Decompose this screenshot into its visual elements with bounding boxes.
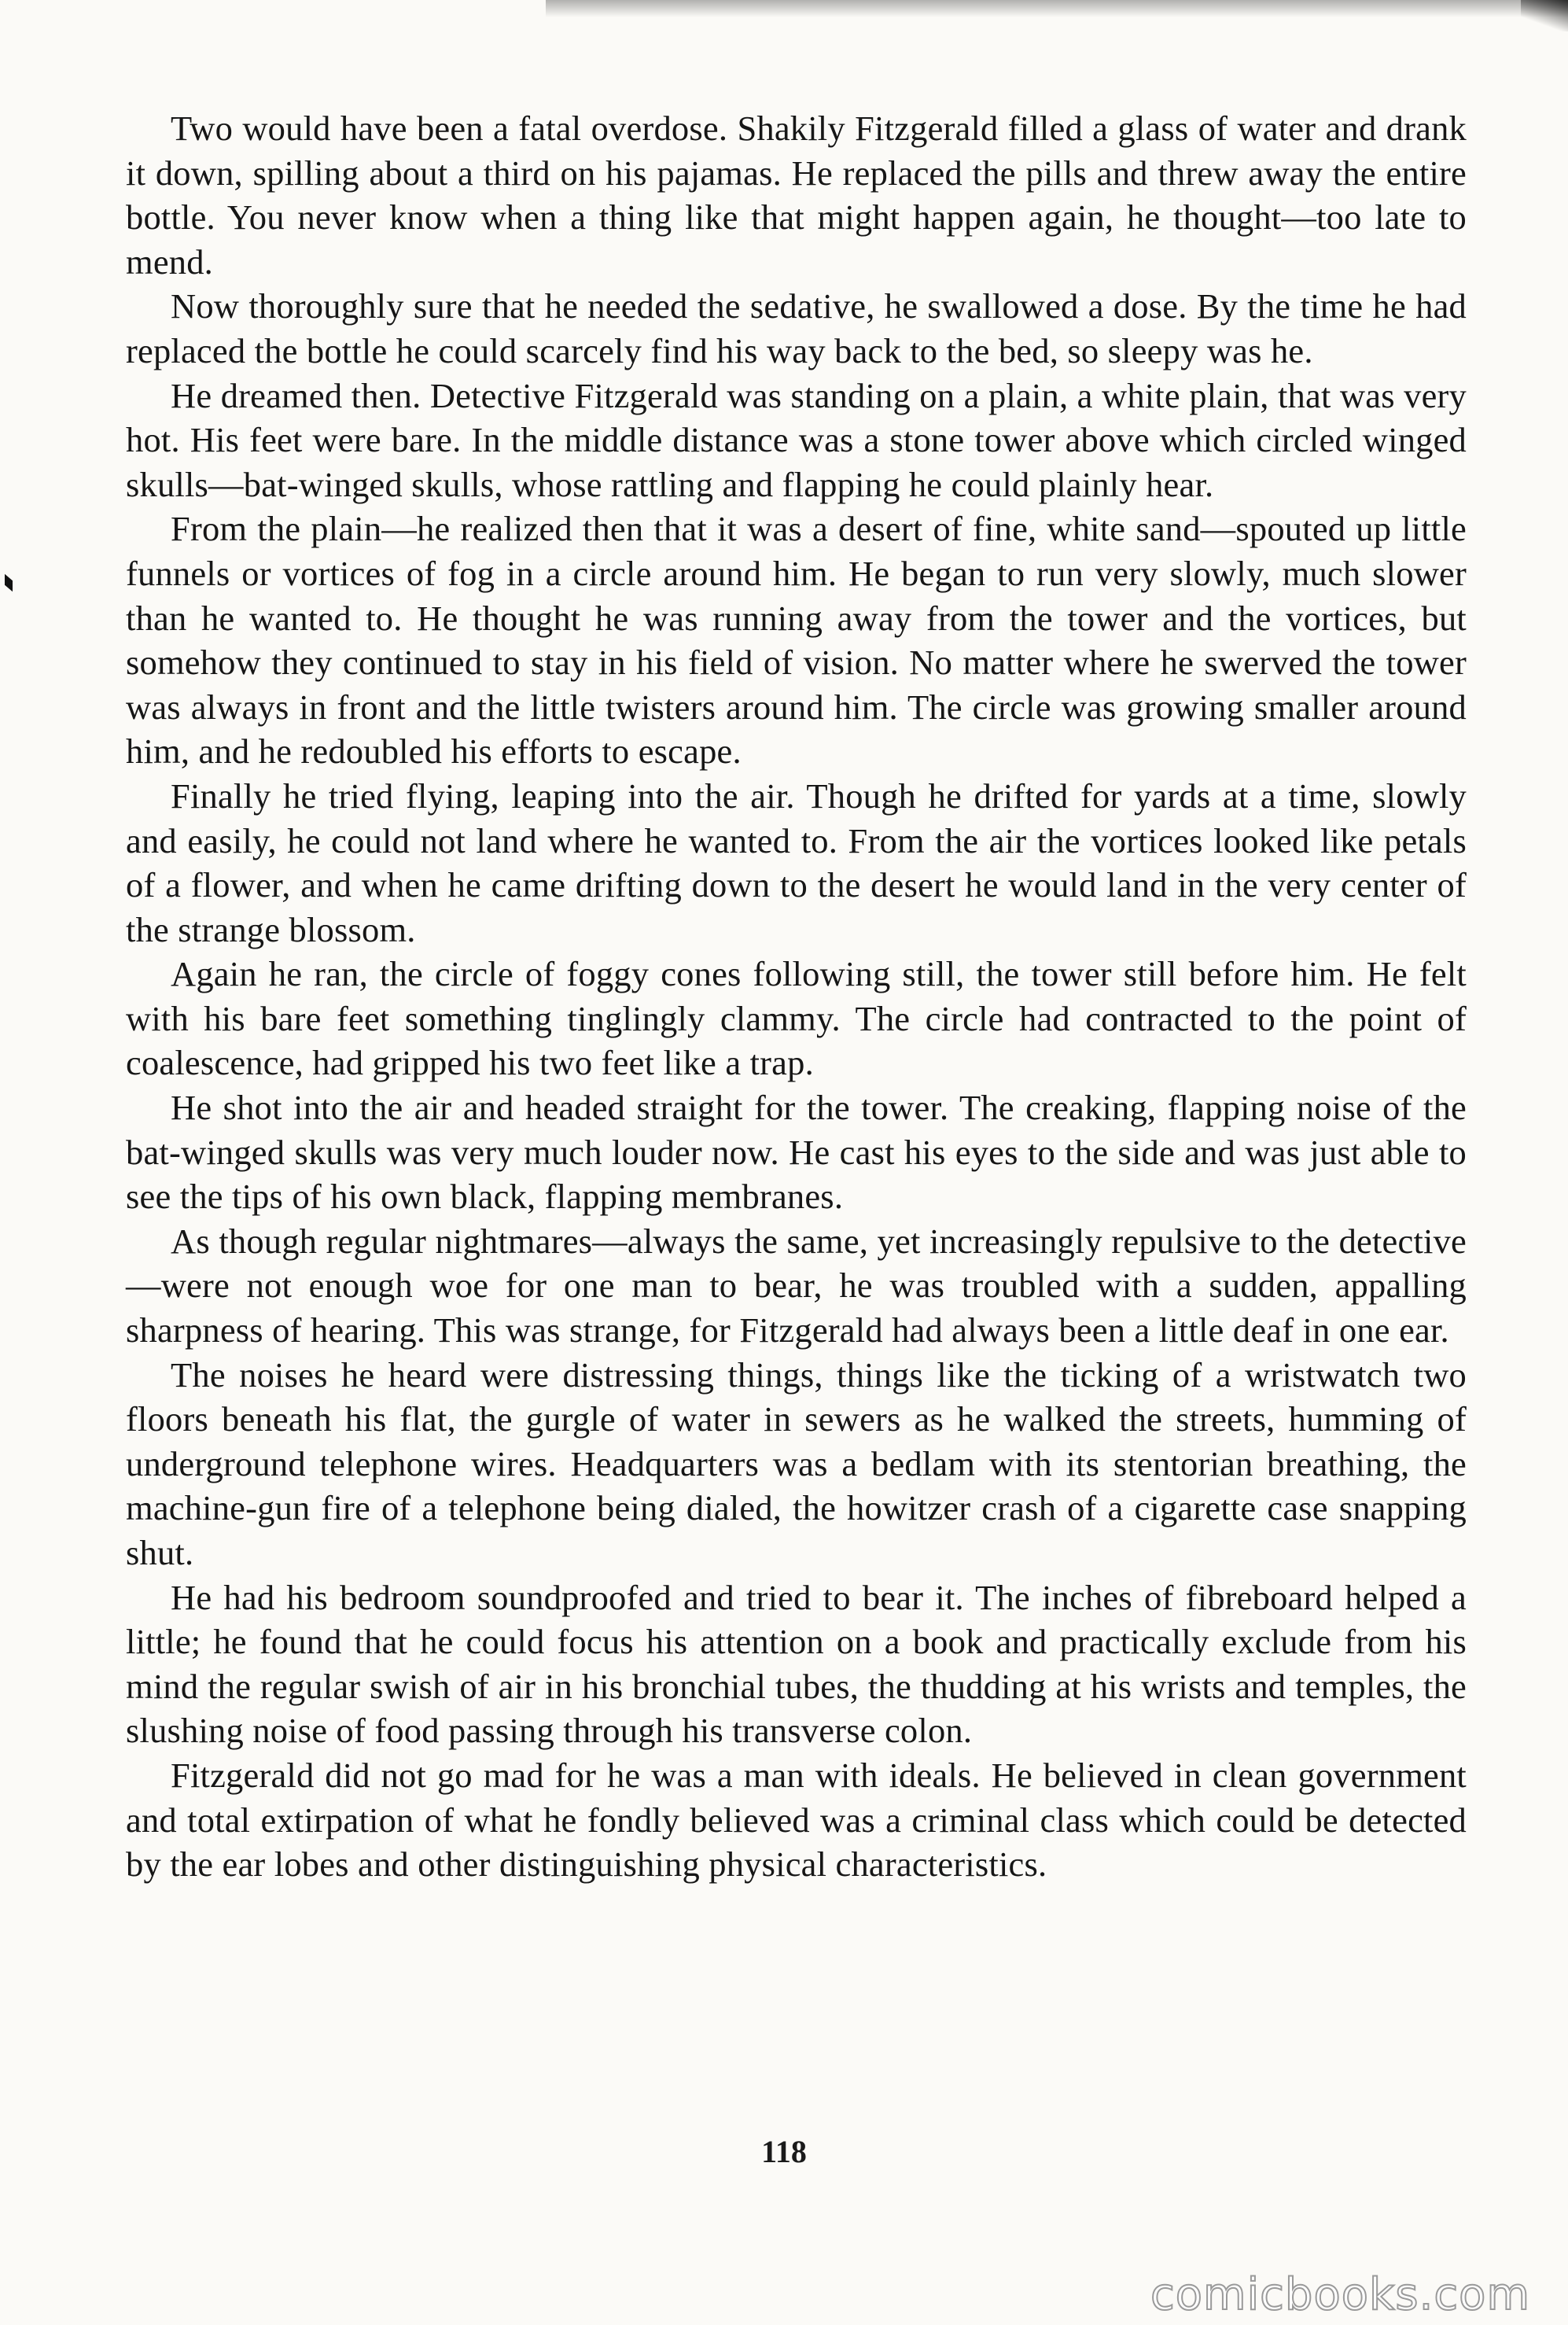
watermark-logo: comicbooks.com <box>1150 2269 1530 2320</box>
paragraph: He dreamed then. Detective Fitzgerald was standing on a plain, a white plain, that was very hot. His feet were bare. In the middle distance was a stone tower above which circled winged skulls—bat-winged skulls, whose rattling and flapping he could plainly hear. <box>126 375 1467 504</box>
scan-edge-shadow <box>546 0 1568 17</box>
page-number: 118 <box>761 2134 807 2169</box>
paragraph: He had his bedroom soundproofed and tried to bear it. The inches of fibreboard helped a little; he found that he could focus his attention on a book and practically exclude from his mind the regular swish of air in his bronchial tubes, the thudding at his wrists and temples, the slushing noise of food passing through his transverse colon. <box>126 1577 1467 1751</box>
paragraph: The noises he heard were distressing things, things like the ticking of a wristwatch two floors beneath his flat, the gurgle of water in sewers as he walked the streets, humming of underground telephone wires. Headquarters was a bedlam with its stentorian breathing, the machine-gun fire of a telephone being dialed, the howitzer crash of a cigarette case snapping shut. <box>126 1354 1467 1572</box>
paragraph: Now thoroughly sure that he needed the sedative, he swallowed a dose. By the time he had replaced the bottle he could scarcely find his way back to the bed, so sleepy was he. <box>126 286 1467 370</box>
paragraph: Finally he tried flying, leaping into the air. Though he drifted for yards at a time, slowly and easily, he could not land where he wanted to. From the air the vortices looked like petals of a flower, and when he came drifting down to the desert he would land in the very center of the strange blossom. <box>126 776 1467 949</box>
paragraph: From the plain—he realized then that it was a desert of fine, white sand—spouted up little funnels or vortices of fog in a circle around him. He began to run very slowly, much slower than he wanted to. He thought he was running away from the tower and the vortices, but somehow they continued to stay in his field of vision. No matter where he swerved the tower was always in front and the little twisters around him. The circle was growing smaller around him, and he redoubled his efforts to escape. <box>126 509 1467 772</box>
paragraph: As though regular nightmares—always the same, yet increasingly repulsive to the detective—were not enough woe for one man to bear, he was troubled with a sudden, appalling sharpness of hearing. This was strange, for Fitzgerald had always been a little deaf in one ear. <box>126 1221 1467 1350</box>
page-corner-mark <box>1521 0 1568 31</box>
body-text <box>126 106 1467 1887</box>
paragraph: He shot into the air and headed straight for the tower. The creaking, flapping noise of the bat-winged skulls was very much louder now. He cast his eyes to the side and was just able to see the tips of his own black, flapping membranes. <box>126 1088 1467 1217</box>
paragraph: Again he ran, the circle of foggy cones following still, the tower still before him. He felt with his bare feet something tinglingly clammy. The circle had contracted to the point of coalescence, had gripped his two feet like a trap. <box>126 954 1467 1083</box>
paragraph: Fitzgerald did not go mad for he was a man with ideals. He believed in clean government and total extirpation of what he fondly believed was a criminal class which could be detected by the ear lobes and other distinguishing physical characteristics. <box>126 1755 1467 1885</box>
margin-mark <box>5 574 13 591</box>
paragraph: Two would have been a fatal overdose. Shakily Fitzgerald filled a glass of water and drank it down, spilling about a third on his pajamas. He replaced the pills and threw away the entire bottle. You never know when a thing like that might happen again, he thought—too late to mend. <box>126 109 1467 282</box>
